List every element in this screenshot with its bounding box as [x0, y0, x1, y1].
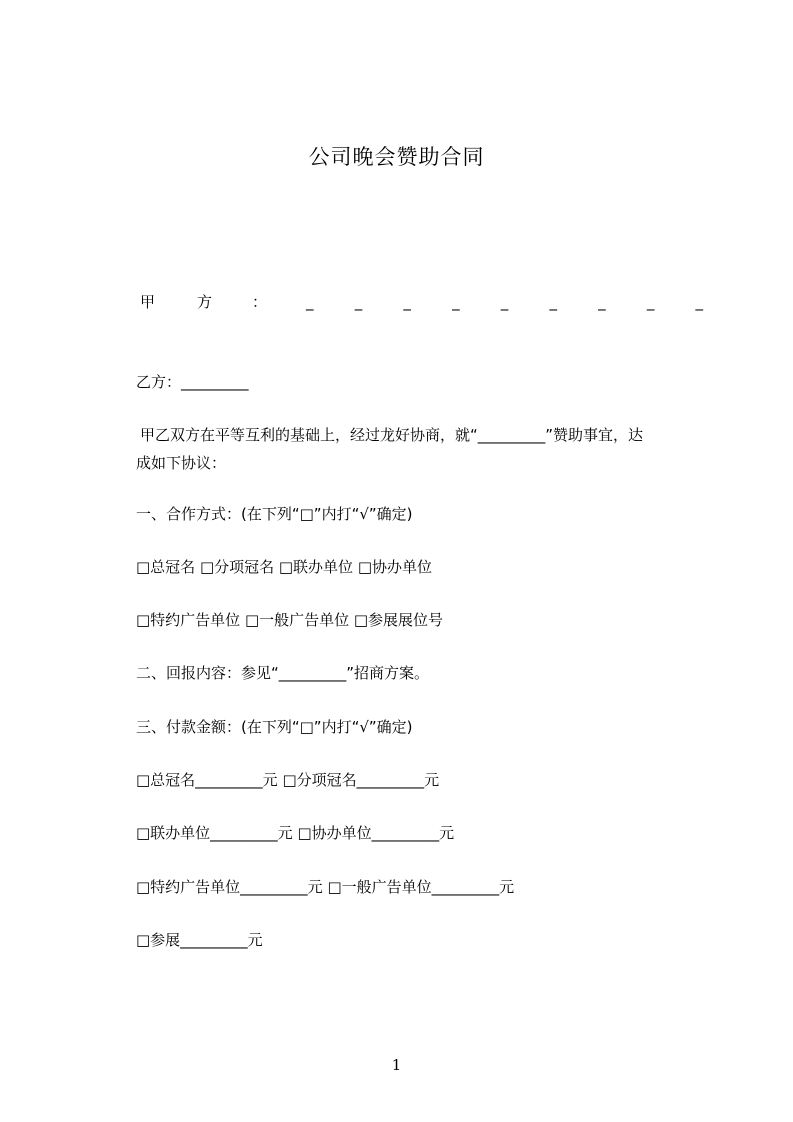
party-a-label-char: 甲 — [140, 293, 156, 311]
blank-segment: _ — [306, 293, 314, 311]
section-1-heading: 一、合作方式：(在下列“□”内打“√”确定) — [136, 505, 413, 523]
blank-segment: _ — [695, 293, 703, 311]
blank-segment: _ — [549, 293, 557, 311]
section-3-heading: 三、付款金额：(在下列“□”内打“√”确定) — [136, 718, 413, 736]
section-3-amount-row-4: □参展_________元 — [136, 931, 263, 949]
blank-segment: _ — [452, 293, 460, 311]
blank-segment: _ — [646, 293, 655, 311]
intro-paragraph-line-2: 成如下协议： — [136, 454, 227, 472]
blank-segment: _ — [403, 293, 411, 311]
document-title: 公司晚会赞助合同 — [308, 145, 485, 169]
intro-paragraph-line-1: 甲乙双方在平等互利的基础上，经过龙好协商，就“_________”赞助事宜，达 — [140, 426, 644, 444]
party-a-blank-field — [306, 291, 703, 313]
party-b-line: 乙方：_________ — [136, 373, 249, 391]
section-3-amount-row-1: □总冠名_________元 □分项冠名_________元 — [136, 771, 440, 789]
page-number: 1 — [391, 1056, 402, 1074]
blank-segment: _ — [354, 293, 363, 311]
section-1-options-row-1: □总冠名 □分项冠名 □联办单位 □协办单位 — [136, 558, 432, 576]
party-a-label-colon: ： — [252, 293, 268, 311]
party-a-label-char: 方 — [197, 293, 213, 311]
party-a-line — [140, 291, 703, 313]
blank-segment: _ — [598, 293, 606, 311]
blank-segment: _ — [500, 293, 509, 311]
section-3-amount-row-2: □联办单位_________元 □协办单位_________元 — [136, 824, 455, 842]
section-2-heading: 二、回报内容：参见“_________”招商方案。 — [136, 664, 430, 682]
section-1-options-row-2: □特约广告单位 □一般广告单位 □参展展位号 — [136, 611, 444, 629]
section-3-amount-row-3: □特约广告单位_________元 □一般广告单位_________元 — [136, 878, 515, 896]
